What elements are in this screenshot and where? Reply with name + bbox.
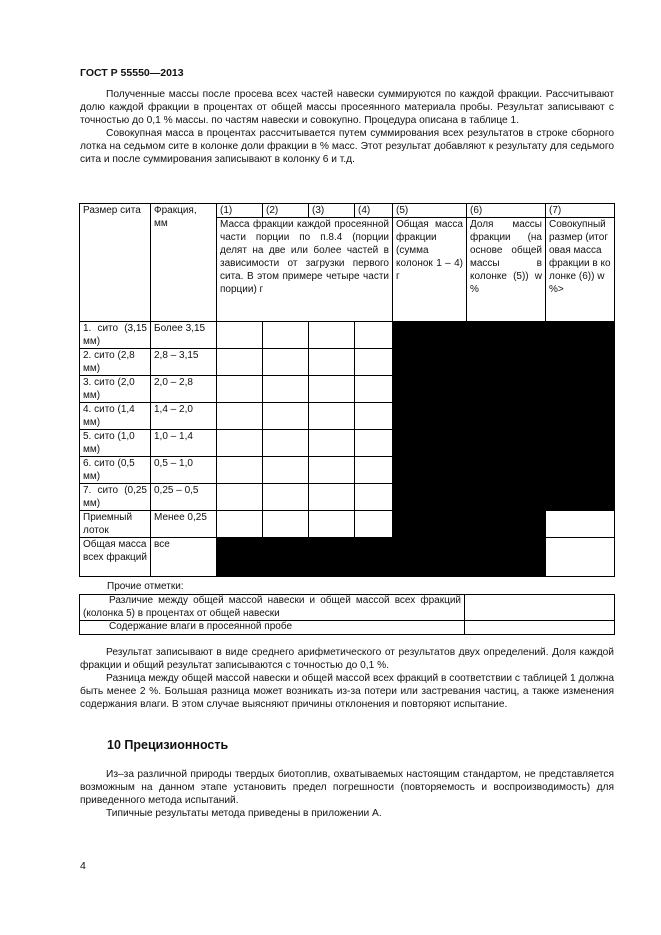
fraction-cell: все: [151, 538, 217, 577]
header-part-2: (2): [263, 204, 309, 218]
fraction-cell: 2,0 – 2,8: [151, 376, 217, 403]
table-row: [80, 403, 615, 430]
sieve-cell: 5. сито (1,0 мм): [80, 430, 151, 457]
sieve-cell: 1. сито (3,15 мм): [80, 322, 151, 349]
header-mass-per-part: Масса фракции каждой просеянной части порции по п.8.4 (порции делят на две или более частей в зависимости от загрузки первого сита. В этом примере четыре части порции) г: [217, 218, 393, 322]
fraction-cell: Более 3,15: [151, 322, 217, 349]
intro-paragraph-2: Совокупная масса в процентах рассчитывается путем суммирования всех результатов в строке сборного лотка на седьмом сите в колонке доли фракции в % масс. Этот результат добавляют к результату для седьмого сита и после суммирования записывают в колонку 6 и т.д.: [80, 128, 614, 166]
fraction-cell: 1,4 – 2,0: [151, 403, 217, 430]
document-header: ГОСТ Р 55550—2013: [80, 67, 184, 79]
section-text: [80, 768, 614, 820]
after-table-paragraph-2: Разница между общей массой навески и общей массой всех фракций в соответствии с таблицей 1 должна быть менее 2 %. Большая разница может возникать из-за потери или застревания частиц, а также изменения содержания влаги. В этом случае выясняют причины отклонения и повторяют испытание.: [80, 673, 614, 711]
sieve-cell: 6. сито (0,5 мм): [80, 457, 151, 484]
table-row: [80, 511, 615, 538]
fraction-cell: 2,8 – 3,15: [151, 349, 217, 376]
sieve-cell: 3. сито (2,0 мм): [80, 376, 151, 403]
section-title: 10 Прецизионность: [107, 738, 229, 752]
fraction-cell: 1,0 – 1,4: [151, 430, 217, 457]
header-mass-share: Доля массы фракции (на основе общей массы в колонке (5)) w %: [467, 218, 546, 322]
header-part-4: (4): [355, 204, 393, 218]
section-paragraph-1: Из–за различной природы твердых биотоплив, охватываемых настоящим стандартом, не представляется возможным на данном этапе установить предел погрешности (повторяемость и воспроизводимость) для приведенного метода испытаний.: [80, 769, 614, 807]
sieve-cell: 4. сито (1,4 мм): [80, 403, 151, 430]
section-paragraph-2: Типичные результаты метода приведены в приложении А.: [106, 808, 382, 820]
table-row: [80, 457, 615, 484]
remarks-table: [79, 594, 615, 635]
sieve-results-table: [79, 203, 615, 577]
table-row: [80, 484, 615, 511]
header-fraction: Фракция, мм: [151, 204, 217, 322]
header-col5-number: (5): [393, 204, 467, 218]
header-sieve-size: Размер сита: [80, 204, 151, 322]
table-row: [80, 322, 615, 349]
after-table-text: [80, 646, 614, 711]
table-row: [80, 376, 615, 403]
table-row: [80, 538, 615, 577]
page-number: 4: [80, 860, 86, 872]
header-col6-number: (6): [467, 204, 546, 218]
fraction-cell: 0,5 – 1,0: [151, 457, 217, 484]
sieve-cell: 7. сито (0,25 мм): [80, 484, 151, 511]
remark-moisture: Содержание влаги в просеянной пробе: [80, 621, 465, 635]
header-part-3: (3): [309, 204, 355, 218]
remarks-label: Прочие отметки:: [107, 581, 184, 592]
header-total-mass: Общая масса фракции (сумма колонок 1 – 4) г: [393, 218, 467, 322]
header-col7-number: (7): [546, 204, 615, 218]
sieve-cell: Общая масса всех фракций: [80, 538, 151, 577]
header-part-1: (1): [217, 204, 263, 218]
fraction-cell: Менее 0,25: [151, 511, 217, 538]
table-row: [80, 349, 615, 376]
sieve-cell: 2. сито (2,8 мм): [80, 349, 151, 376]
fraction-cell: 0,25 – 0,5: [151, 484, 217, 511]
intro-paragraph-1: Полученные массы после просева всех частей навески суммируются по каждой фракции. Рассчитывают долю каждой фракции в процентах от общей массы просеянного материала пробы. Результат записывают с точностью до 0,1 % массы. по частям навески и совокупно. Процедура описана в таблице 1.: [80, 89, 614, 127]
intro-text: [80, 88, 614, 167]
sieve-cell: Приемный лоток: [80, 511, 151, 538]
after-table-paragraph-1: Результат записывают в виде среднего арифметического от результатов двух определений. Доля каждой фракции и общий результат записываются с точностью до 0,1 %.: [80, 647, 614, 672]
header-cumulative: Совокупный размер (итоговая масса фракции в колонке (6)) w %>: [546, 218, 615, 322]
remark-weight-difference: Различие между общей массой навески и общей массой всех фракций (колонка 5) в процентах от общей навески: [80, 595, 465, 621]
table-row: [80, 430, 615, 457]
